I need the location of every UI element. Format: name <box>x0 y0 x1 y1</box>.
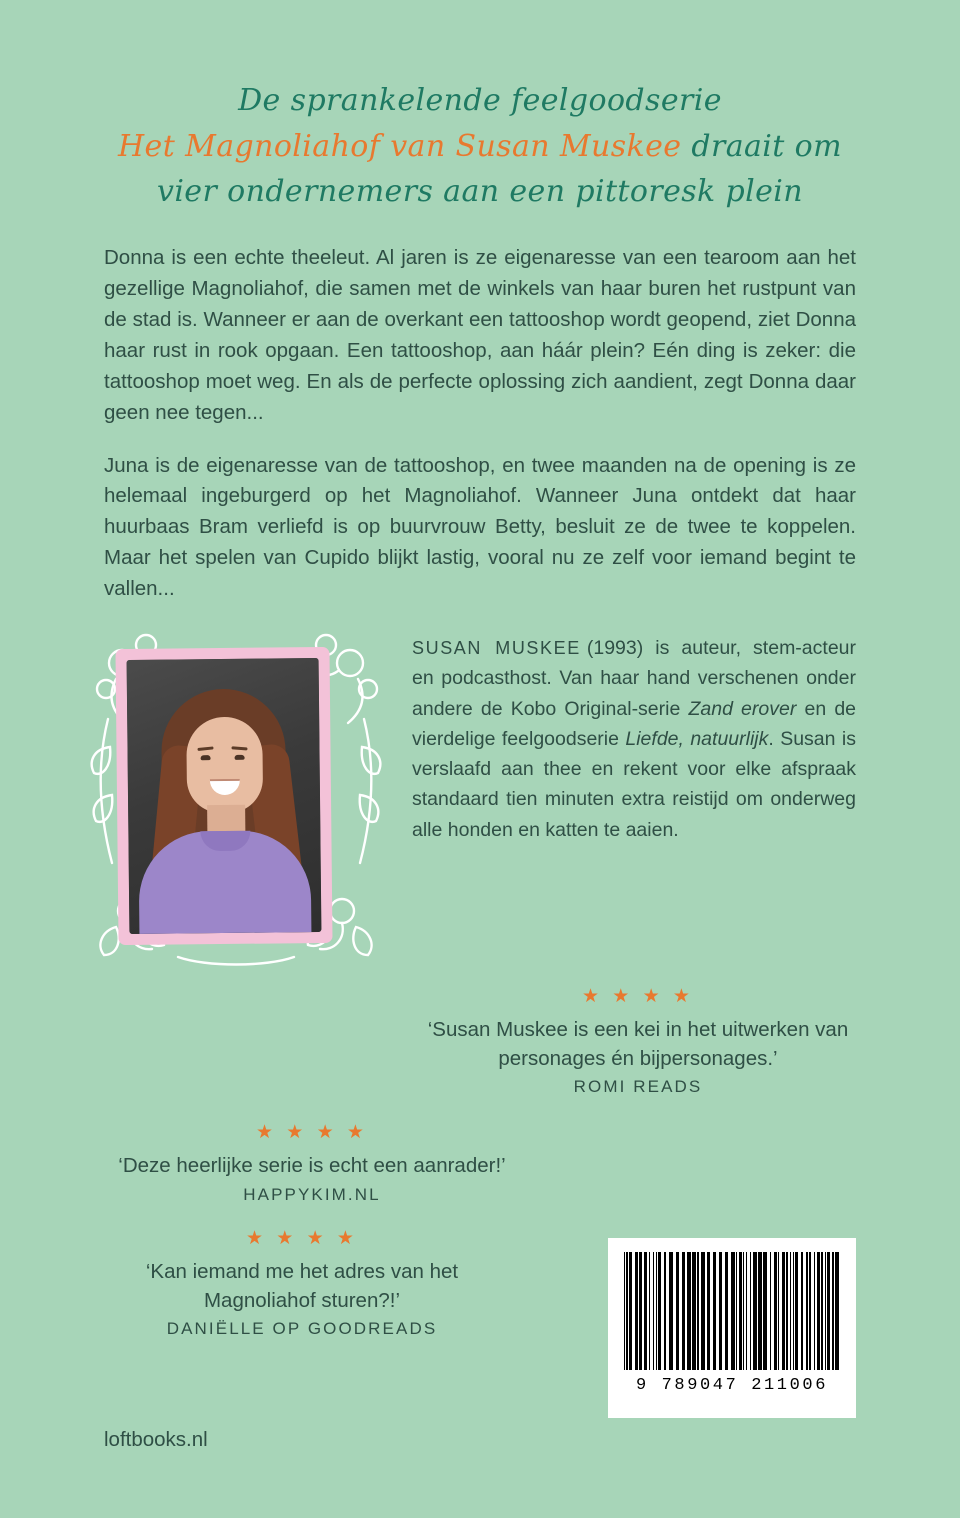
barcode-number: 9 789047 211006 <box>635 1376 829 1395</box>
barcode <box>608 1238 856 1418</box>
review-romi-reads <box>0 987 960 1097</box>
headline <box>0 0 960 215</box>
headline-line-1: De sprankelende feelgoodserie <box>238 83 722 118</box>
review-source: DANIËLLE OP GOODREADS <box>166 1318 438 1338</box>
author-name: SUSAN MUSKEE <box>412 638 581 659</box>
review-quote: ‘Deze heerlijke serie is echt een aanrader!’ <box>118 1154 506 1178</box>
author-photo-wrap <box>86 627 386 967</box>
author-bio-part-2: en de vierdelige feelgoodserie <box>412 697 857 750</box>
photo-eye-left <box>201 755 211 760</box>
author-photo-frame <box>115 647 332 945</box>
author-birth-year: (1993) <box>586 637 644 660</box>
author-bio-part-3: . Susan is verslaafd aan thee en rekent voor elke afspraak standaard tien minuten extra reistijd om onderweg alle honden en katten te aaien. <box>412 727 856 841</box>
headline-series-title: Het Magnoliahof van Susan Muskee <box>118 128 682 164</box>
headline-line-3: vier ondernemers aan een pittoresk plein <box>156 174 804 210</box>
author-bio-paragraph <box>412 633 856 845</box>
review-happykim <box>0 1123 960 1204</box>
publisher-website[interactable]: loftbooks.nl <box>104 1428 208 1451</box>
author-photo <box>127 658 322 934</box>
photo-eye-right <box>235 755 245 760</box>
review-source: ROMI READS <box>573 1077 703 1097</box>
review-stars: ★ ★ ★ ★ <box>582 986 694 1008</box>
author-bio-part-1: is auteur, stem-acteur en podcasthost. Van haar hand verschenen onder andere de Kobo Original-serie <box>412 637 857 720</box>
review-stars: ★ ★ ★ ★ <box>256 1122 368 1144</box>
author-bio <box>386 627 856 845</box>
headline-line-2-suffix: draait om <box>681 128 842 164</box>
headline-line-2 <box>60 124 900 170</box>
review-quote: ‘Susan Muskee is een kei in het uitwerken van personages én bijpersonages.’ <box>427 1018 849 1071</box>
review-stars: ★ ★ ★ ★ <box>246 1227 358 1249</box>
review-source: HAPPYKIM.NL <box>243 1184 381 1204</box>
photo-face <box>186 717 263 814</box>
blurb <box>0 215 960 605</box>
author-book-title-1: Zand erover <box>688 697 797 720</box>
blurb-paragraph-1: Donna is een echte theeleut. Al jaren is ze eigenaresse van een tearoom aan het gezellige Magnoliahof, die samen met de winkels van haar buren het rustpunt van de stad is. Wanneer er aan de overkant een tattooshop wordt geopend, ziet Donna haar rust in rook opgaan. Een tattooshop, aan háár plein? Eén ding is zeker: die tattooshop moet weg. En als de perfecte oplossing zich aandient, zegt Donna daar geen nee tegen... <box>104 245 856 424</box>
author-book-title-2: Liefde, natuurlijk <box>625 727 769 750</box>
review-quote: ‘Kan iemand me het adres van het Magnoliahof sturen?!’ <box>145 1259 459 1312</box>
barcode-bars <box>624 1252 840 1370</box>
blurb-paragraph-2: Juna is de eigenaresse van de tattooshop, en twee maanden na de opening is ze helemaal ingeburgerd op het Magnoliahof. Wanneer Juna ontdekt dat haar huurbaas Bram verliefd is op buurvrouw Betty, besluit ze de twee te koppelen. Maar het spelen van Cupido blijkt lastig, vooral nu ze zelf voor iemand begint te vallen... <box>104 453 856 601</box>
author-section <box>0 627 960 967</box>
